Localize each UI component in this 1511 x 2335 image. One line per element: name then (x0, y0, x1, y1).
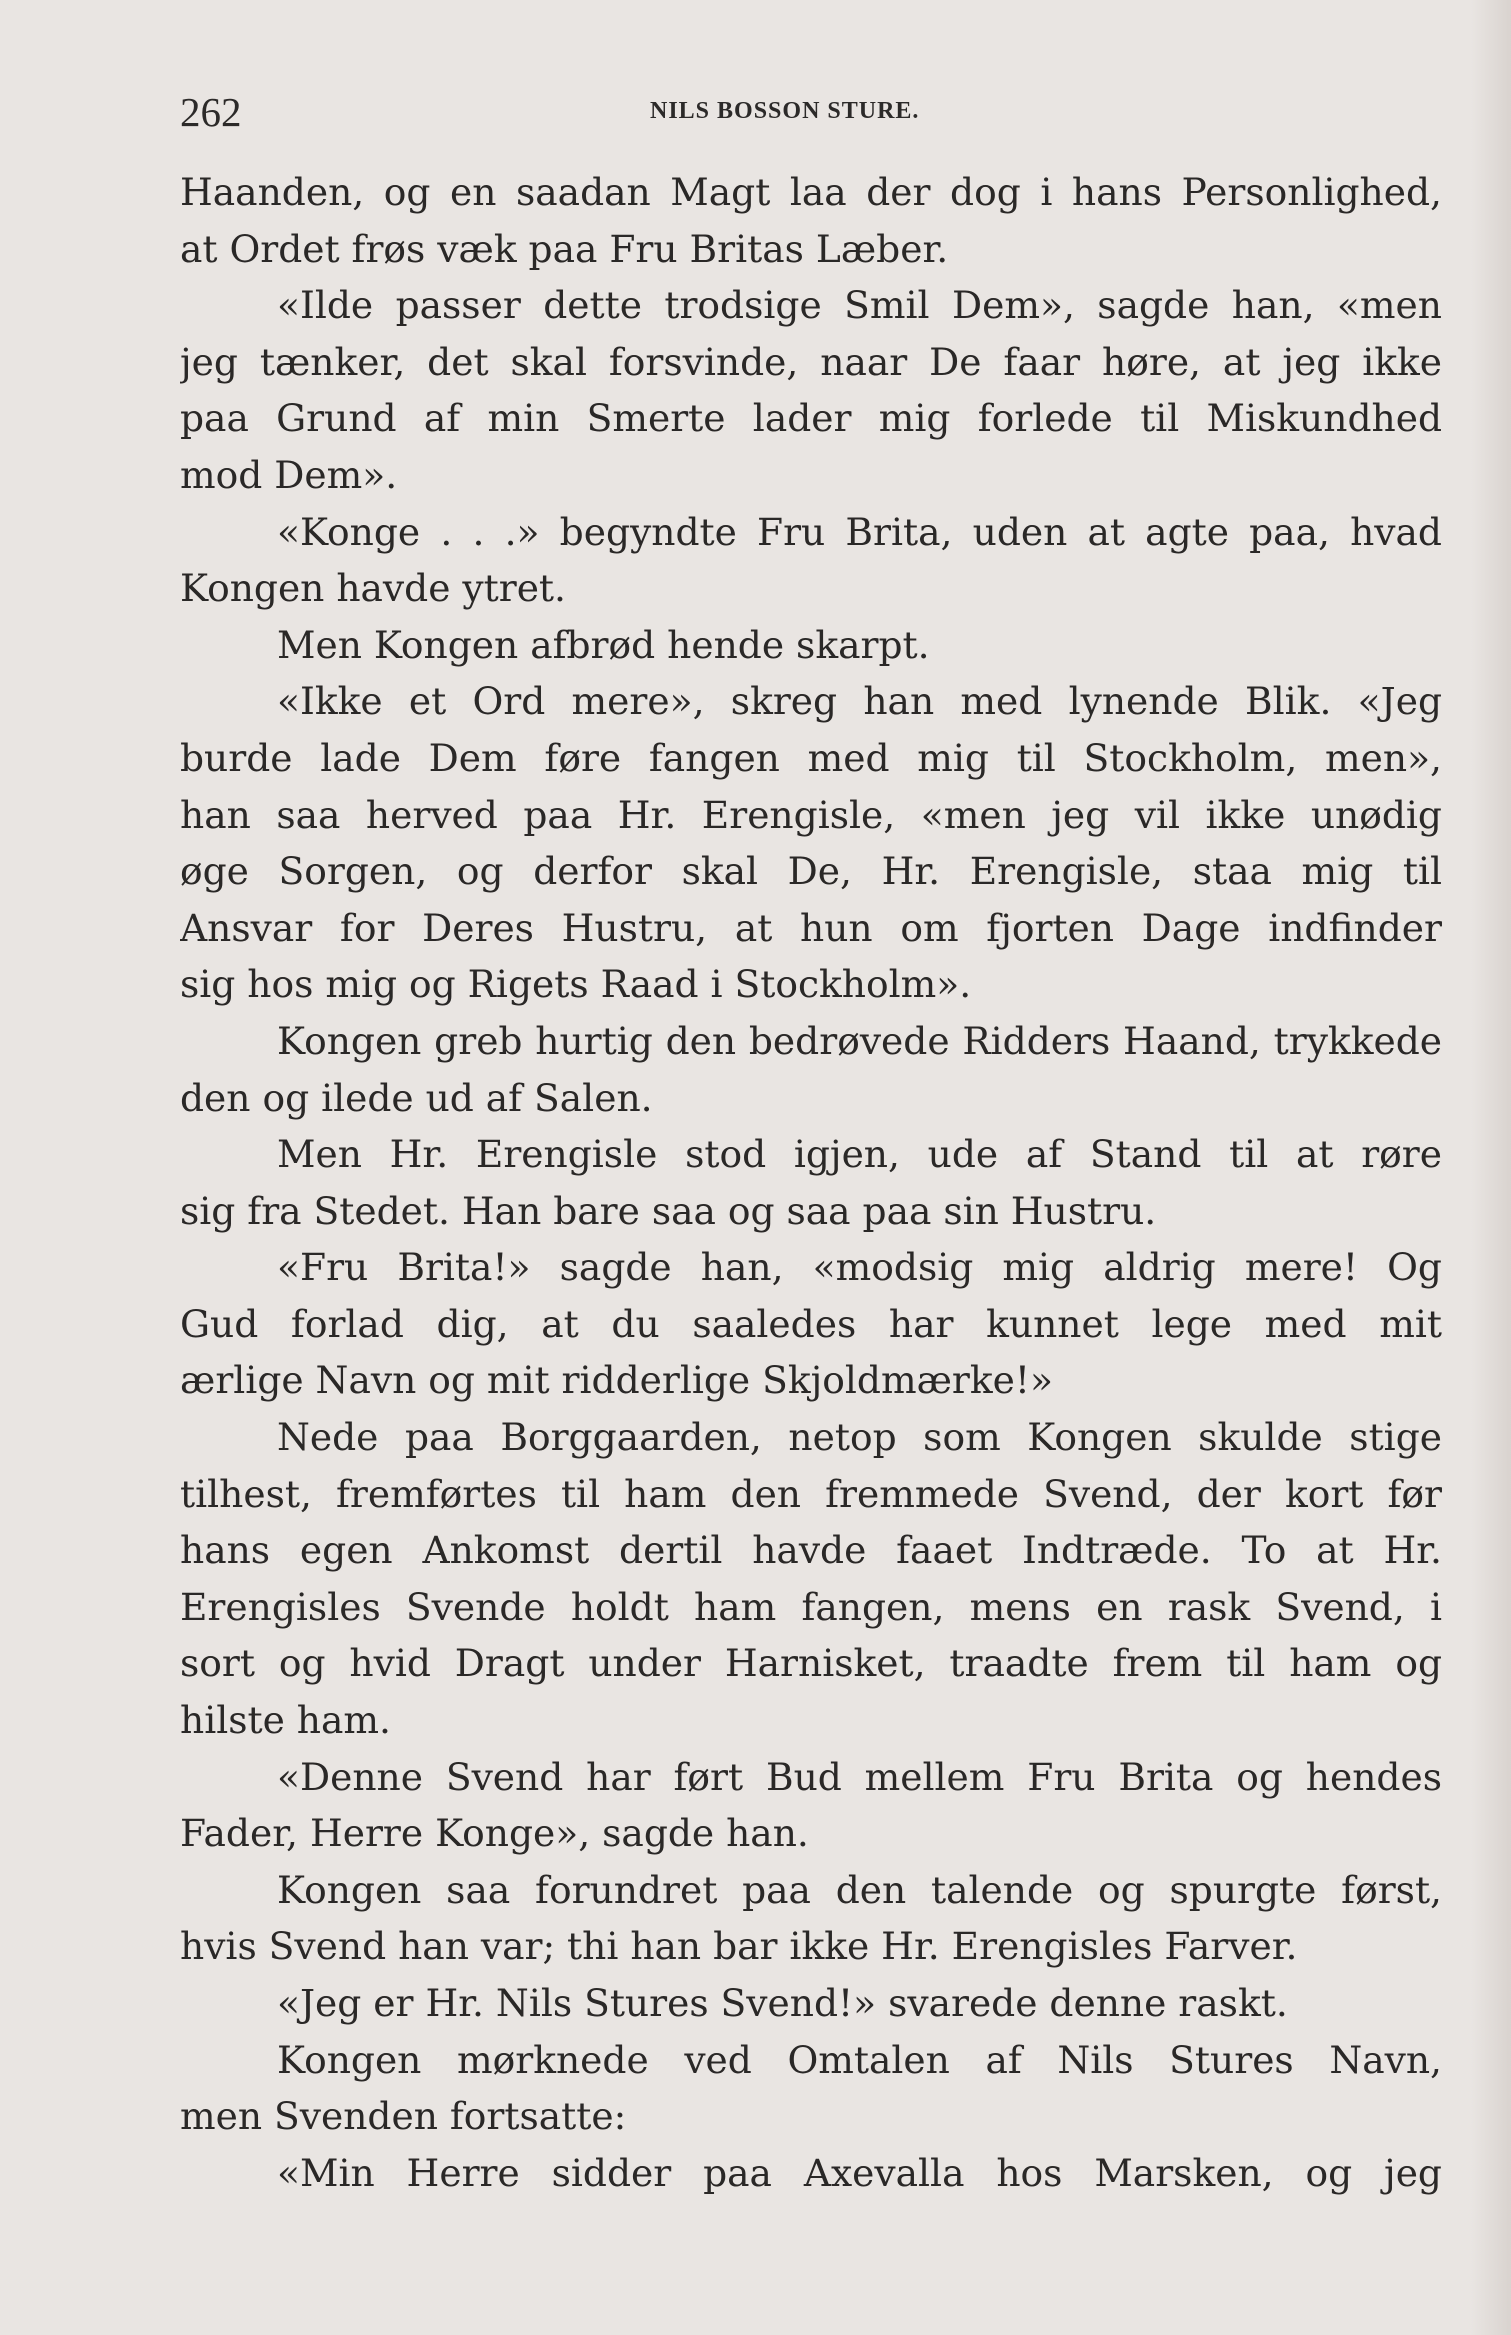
text-line: Erengisles Svende holdt ham fangen, mens en rask Svend, i (180, 1584, 1442, 1629)
text-line: «Konge . . .» begyndte Fru Brita, uden at agte paa, hvad (277, 509, 1442, 554)
text-line: ærlige Navn og mit ridderlige Skjoldmærke!» (180, 1358, 1053, 1403)
text-line: «Ilde passer dette trodsige Smil Dem», sagde han, «men (277, 283, 1442, 328)
text-line: «Min Herre sidder paa Axevalla hos Marsken, og jeg (277, 2150, 1442, 2195)
text-line: Men Hr. Erengisle stod igjen, ude af Stand til at røre (277, 1132, 1442, 1177)
body-text (180, 164, 1442, 2201)
text-line: sig fra Stedet. Han bare saa og saa paa sin Hustru. (180, 1188, 1157, 1233)
text-line: Nede paa Borggaarden, netop som Kongen skulde stige (277, 1415, 1442, 1460)
text-line: «Fru Brita!» sagde han, «modsig mig aldrig mere! Og (277, 1245, 1442, 1290)
running-title: NILS BOSSON STURE. (650, 98, 920, 124)
text-line: Kongen greb hurtig den bedrøvede Ridders Haand, trykkede (277, 1018, 1442, 1063)
text-line: «Jeg er Hr. Nils Stures Svend!» svarede denne raskt. (277, 1981, 1288, 2025)
text-line: Ansvar for Deres Hustru, at hun om fjorten Dage indfinder (180, 905, 1442, 950)
page-number: 262 (180, 89, 242, 135)
text-line: tilhest, fremførtes til ham den fremmede Svend, der kort før (180, 1471, 1442, 1516)
text-line: han saa herved paa Hr. Erengisle, «men jeg vil ikke unødig (180, 792, 1442, 837)
page-edge-shadow (1471, 0, 1511, 2335)
text-line: hans egen Ankomst dertil havde faaet Indtræde. To at Hr. (180, 1528, 1442, 1573)
text-line: «Denne Svend har ført Bud mellem Fru Brita og hendes (277, 1754, 1442, 1799)
text-line: mod Dem». (180, 452, 398, 497)
text-line: Kongen saa forundret paa den talende og spurgte først, (277, 1867, 1442, 1912)
text-line: jeg tænker, det skal forsvinde, naar De faar høre, at jeg ikke (180, 339, 1442, 384)
text-line: «Ikke et Ord mere», skreg han med lynende Blik. «Jeg (277, 679, 1442, 724)
text-line: sig hos mig og Rigets Raad i Stockholm». (180, 962, 972, 1007)
text-line: at Ordet frøs væk paa Fru Britas Læber. (180, 226, 949, 271)
text-line: burde lade Dem føre fangen med mig til Stockholm, men», (180, 735, 1442, 780)
page-header (180, 88, 1440, 148)
text-line: den og ilede ud af Salen. (180, 1075, 653, 1120)
text-line: hvis Svend han var; thi han bar ikke Hr. Erengisles Farver. (180, 1924, 1298, 1969)
text-line: Haanden, og en saadan Magt laa der dog i hans Personlighed, (180, 170, 1442, 214)
text-line: Fader, Herre Konge», sagde han. (180, 1811, 809, 1856)
text-line: men Svenden fortsatte: (180, 2094, 627, 2139)
text-line: Men Kongen afbrød hende skarpt. (277, 622, 930, 667)
text-line: Gud forlad dig, at du saaledes har kunnet lege med mit (180, 1301, 1442, 1346)
text-line: øge Sorgen, og derfor skal De, Hr. Erengisle, staa mig til (180, 849, 1442, 894)
text-line: Kongen mørknede ved Omtalen af Nils Stures Navn, (277, 2037, 1442, 2082)
text-line: paa Grund af min Smerte lader mig forlede til Miskundhed (180, 396, 1442, 441)
text-line: hilste ham. (180, 1698, 391, 1743)
text-line: Kongen havde ytret. (180, 566, 566, 611)
text-line: sort og hvid Dragt under Harnisket, traadte frem til ham og (180, 1641, 1442, 1686)
